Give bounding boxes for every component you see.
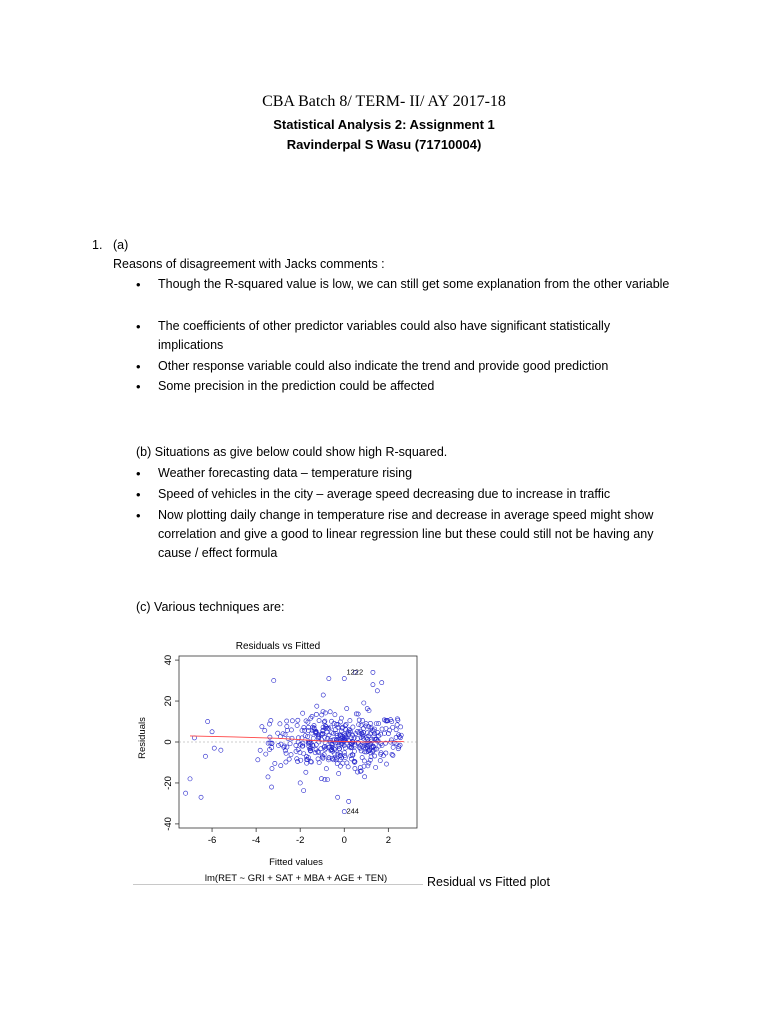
bullet-dot: • — [136, 379, 141, 394]
question-number: 1. — [92, 238, 103, 252]
data-point — [380, 727, 384, 731]
data-point — [374, 721, 378, 725]
bullet-dot: • — [136, 319, 141, 334]
data-point — [301, 711, 305, 715]
data-point — [290, 719, 294, 723]
data-point — [283, 749, 287, 753]
x-tick-label: -6 — [207, 835, 217, 846]
data-point — [384, 751, 388, 755]
data-point — [346, 765, 350, 769]
bullet-dot: • — [136, 277, 141, 292]
model-formula: lm(RET ~ GRI + SAT + MBA + AGE + TEN) — [204, 873, 388, 884]
x-tick-label: 0 — [341, 835, 347, 846]
data-point — [380, 681, 384, 685]
data-point — [276, 731, 280, 735]
point-annotation: 244 — [346, 806, 359, 816]
data-point — [295, 723, 299, 727]
y-tick-label: -20 — [163, 776, 174, 790]
data-point — [287, 757, 291, 761]
data-point — [343, 746, 347, 750]
data-point — [284, 751, 288, 755]
data-point — [321, 693, 325, 697]
data-point — [285, 728, 289, 732]
data-point — [285, 724, 289, 728]
bullet-dot: • — [136, 508, 141, 523]
data-point — [360, 755, 364, 759]
data-point — [375, 689, 379, 693]
y-tick-label: 40 — [163, 654, 174, 666]
data-point — [324, 767, 328, 771]
part-b-bullet: Weather forecasting data – temperature rising — [158, 466, 413, 480]
data-point — [298, 781, 302, 785]
document-title: CBA Batch 8/ TERM- II/ AY 2017-18 — [262, 93, 506, 110]
data-point — [309, 731, 313, 735]
data-point — [256, 758, 260, 762]
data-point — [337, 771, 341, 775]
data-point — [342, 751, 346, 755]
data-point — [269, 718, 273, 722]
data-point — [399, 725, 403, 729]
data-point — [264, 752, 268, 756]
data-point — [352, 749, 356, 753]
data-point — [289, 753, 293, 757]
data-point — [289, 728, 293, 732]
data-point — [270, 766, 274, 770]
data-point — [377, 721, 381, 725]
part-b-bullet: Now plotting daily change in temperature rise and decrease in average speed might show correlation and give a good to linear regression line but these could still not be having any cause / effect formula — [158, 508, 654, 560]
data-point — [374, 765, 378, 769]
data-point — [348, 718, 352, 722]
data-point — [279, 764, 283, 768]
data-point — [295, 757, 299, 761]
data-point — [268, 735, 272, 739]
part-a-bullet: Though the R-squared value is low, we can still get some explanation from the other variable — [158, 277, 670, 291]
data-point — [333, 713, 337, 717]
data-point — [382, 731, 386, 735]
data-point — [347, 799, 351, 803]
y-tick-label: 20 — [163, 695, 174, 707]
data-point — [258, 748, 262, 752]
data-point — [296, 718, 300, 722]
data-point — [368, 721, 372, 725]
data-point — [266, 775, 270, 779]
data-point — [391, 753, 395, 757]
bullet-dot: • — [136, 487, 141, 502]
assignment-title: Statistical Analysis 2: Assignment 1 — [273, 117, 495, 132]
data-point — [339, 729, 343, 733]
data-point — [219, 748, 223, 752]
data-point — [302, 789, 306, 793]
data-point — [272, 678, 276, 682]
data-point — [363, 775, 367, 779]
data-point — [210, 730, 214, 734]
data-point — [317, 760, 321, 764]
bullet-dot: • — [136, 466, 141, 481]
data-point — [338, 720, 342, 724]
data-point — [288, 742, 292, 746]
data-point — [394, 728, 398, 732]
part-a-label: (a) — [113, 238, 129, 252]
data-point — [269, 785, 273, 789]
data-point — [351, 725, 355, 729]
data-point — [188, 777, 192, 781]
data-point — [342, 676, 346, 680]
data-point — [353, 766, 357, 770]
data-point — [276, 743, 280, 747]
data-point — [278, 722, 282, 726]
residuals-vs-fitted-chart — [133, 632, 423, 888]
part-a-bullet: Some precision in the prediction could be affected — [158, 379, 435, 393]
point-annotation: 1222 — [346, 667, 364, 677]
data-point — [285, 719, 289, 723]
data-point — [315, 704, 319, 708]
x-tick-label: 2 — [385, 835, 392, 846]
part-b-bullet: Speed of vehicles in the city – average speed decreasing due to increase in traffic — [158, 487, 611, 501]
data-point — [184, 791, 188, 795]
x-axis-label: Fitted values — [269, 857, 323, 868]
chart-title: Residuals vs Fitted — [235, 641, 321, 652]
data-point — [199, 795, 203, 799]
bullet-dot: • — [136, 359, 141, 374]
data-point — [263, 728, 267, 732]
figure-caption: Residual vs Fitted plot — [427, 875, 550, 889]
data-point — [390, 752, 394, 756]
y-axis-label: Residuals — [137, 717, 148, 759]
data-point — [304, 770, 308, 774]
data-point — [378, 758, 382, 762]
part-b-heading: (b) Situations as give below could show high R-squared. — [136, 445, 448, 459]
data-point — [327, 676, 331, 680]
data-point — [384, 762, 388, 766]
data-point — [359, 723, 363, 727]
data-point — [328, 710, 332, 714]
part-a-heading: Reasons of disagreement with Jacks comments : — [113, 257, 385, 271]
part-a-bullet: The coefficients of other predictor variables could also have significant statistically implications — [158, 319, 611, 352]
data-point — [336, 795, 340, 799]
data-point — [338, 764, 342, 768]
data-point — [212, 746, 216, 750]
data-point — [391, 745, 395, 749]
data-point — [260, 725, 264, 729]
data-point — [206, 719, 210, 723]
data-point — [203, 754, 207, 758]
data-point — [371, 670, 375, 674]
data-point — [314, 712, 318, 716]
data-point — [301, 741, 305, 745]
y-tick-label: -40 — [163, 817, 174, 831]
author-name: Ravinderpal S Wasu (71710004) — [286, 137, 482, 152]
data-point — [306, 725, 310, 729]
data-point — [273, 761, 277, 765]
y-tick-label: 0 — [163, 739, 174, 745]
x-tick-label: -2 — [295, 835, 305, 846]
data-point — [317, 718, 321, 722]
data-point — [311, 736, 315, 740]
data-point — [345, 761, 349, 765]
x-tick-label: -4 — [251, 835, 261, 846]
data-point — [371, 683, 375, 687]
data-point — [333, 727, 337, 731]
divider-line — [133, 884, 423, 885]
part-a-bullet: Other response variable could also indicate the trend and provide good prediction — [158, 359, 609, 373]
data-point — [345, 706, 349, 710]
data-point — [341, 761, 345, 765]
part-c-heading: (c) Various techniques are: — [136, 600, 285, 614]
data-point — [362, 701, 366, 705]
